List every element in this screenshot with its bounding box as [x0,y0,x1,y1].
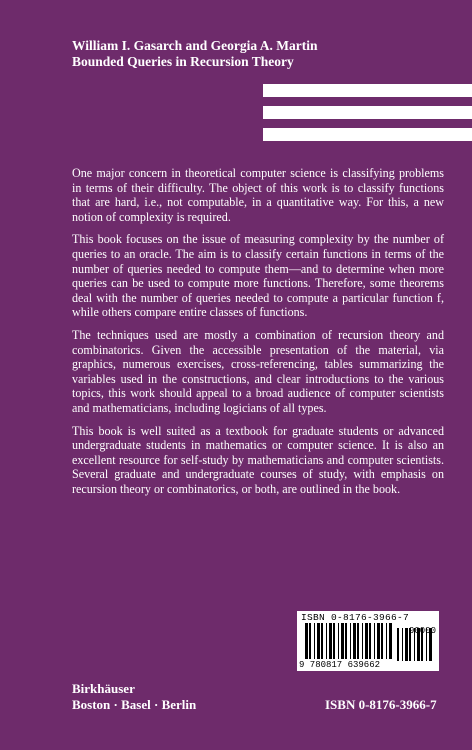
decorative-stripe [263,84,472,97]
decorative-stripe [263,106,472,119]
authors: William I. Gasarch and Georgia A. Martin [72,38,318,53]
isbn: ISBN 0-8176-3966-7 [325,697,437,712]
blurb-paragraph: This book is well suited as a textbook for graduate students or advanced undergraduate students in mathematics or computer science. It is also an excellent resource for self-study by mathematicians and computer scientists. Several graduate and undergraduate courses of study, with emphasis on recursion theory or combinatorics, or both, are outlined in the book. [72,423,444,496]
publisher [72,681,196,713]
blurb-text [72,166,444,504]
decorative-stripe [263,128,472,141]
barcode [297,611,439,671]
publisher-name: Birkhäuser [72,681,135,696]
barcode-addon: 90000 [408,626,436,636]
barcode-number: 9 780817 639662 [299,660,381,670]
publisher-cities: Boston · Basel · Berlin [72,697,197,712]
cover-header [72,38,318,70]
barcode-bars-icon [305,623,393,661]
barcode-isbn-label: ISBN 0-8176-3966-7 [301,612,410,623]
book-title: Bounded Queries in Recursion Theory [72,54,294,69]
blurb-paragraph: This book focuses on the issue of measuring complexity by the number of queries to an oracle. The aim is to classify certain functions in terms of the number of queries needed to compute them—and to determine when more queries can be used to compute more functions. Therefore, some theorems deal with the number of queries needed to compute a particular function f, while others compare entire classes of functions. [72,232,444,320]
blurb-paragraph: The techniques used are mostly a combination of recursion theory and combinatorics. Given the accessible presentation of the material, via graphics, numerous exercises, cross-referencing, tables summarizing the variables used in the constructions, and clear introductions to the various topics, this work should appeal to a broad audience of computer scientists and mathematicians, including logicians of all types. [72,327,444,415]
blurb-paragraph: One major concern in theoretical computer science is classifying problems in terms of their difficulty. The object of this work is to classify functions that are hard, i.e., not computable, in a quantitative way. For this, a new notion of complexity is required. [72,166,444,224]
